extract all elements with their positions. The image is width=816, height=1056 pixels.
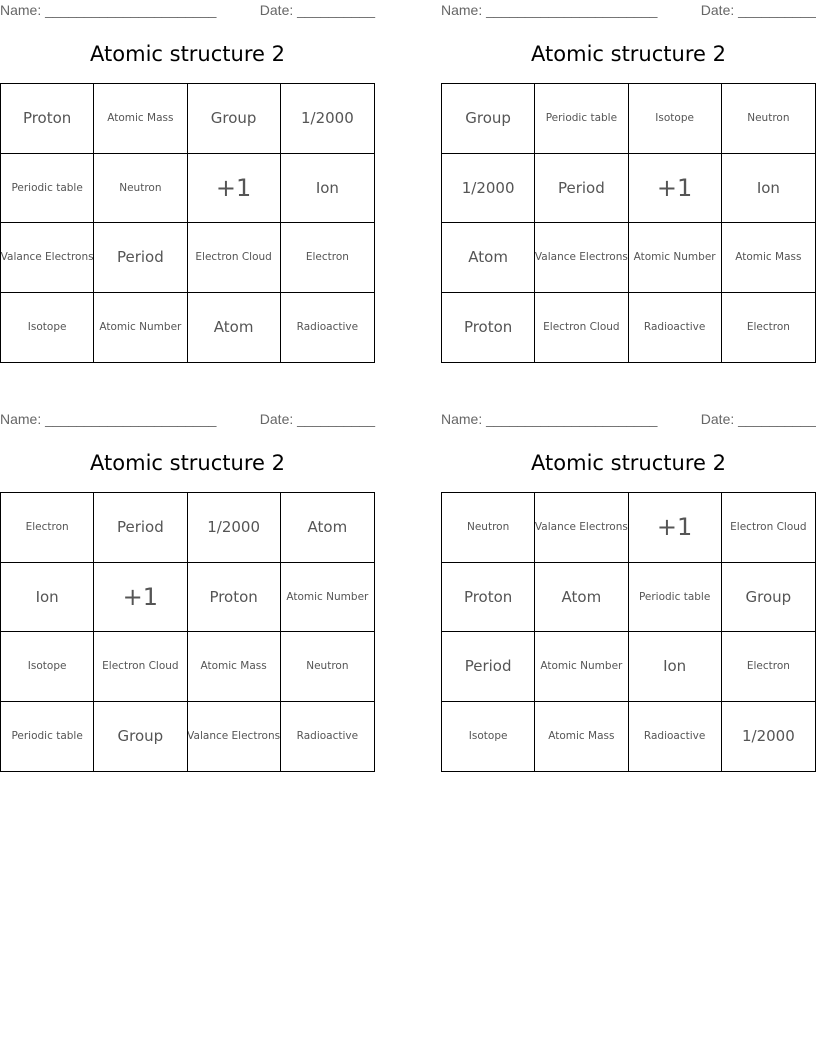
- bingo-cell: Proton: [442, 563, 535, 633]
- bingo-cell: Atomic Mass: [722, 223, 815, 293]
- bingo-cell: +1: [629, 493, 722, 563]
- bingo-cell: 1/2000: [442, 154, 535, 224]
- bingo-cell: Electron Cloud: [94, 632, 187, 702]
- bingo-cell: Electron: [281, 223, 374, 293]
- bingo-cell: Period: [535, 154, 628, 224]
- bingo-cell: Periodic table: [1, 702, 94, 772]
- bingo-cell: Valance Electrons: [188, 702, 281, 772]
- bingo-cell: Electron: [1, 493, 94, 563]
- bingo-cell: 1/2000: [281, 84, 374, 154]
- bingo-cell: Atomic Mass: [535, 702, 628, 772]
- bingo-cell: Radioactive: [296, 730, 359, 743]
- bingo-cell: Valance Electrons: [1, 223, 94, 293]
- name-field: Name: ______________________: [441, 411, 658, 427]
- bingo-cell: Neutron: [442, 493, 535, 563]
- bingo-cell: Atomic Number: [94, 293, 187, 363]
- bingo-cell: Atomic Number: [535, 632, 628, 702]
- bingo-grid: [0, 83, 375, 363]
- bingo-cell: Radioactive: [629, 293, 722, 363]
- bingo-cell: Atom: [442, 223, 535, 293]
- bingo-cell: Atom: [535, 563, 628, 633]
- bingo-cell: Electron Cloud: [535, 293, 628, 363]
- bingo-cell: Ion: [1, 563, 94, 633]
- bingo-cell: Atomic Mass: [188, 632, 281, 702]
- bingo-cell: Ion: [281, 154, 374, 224]
- bingo-cell: +1: [188, 154, 281, 224]
- card-title: Atomic structure 2: [531, 42, 726, 66]
- card-header: [441, 0, 816, 22]
- bingo-cell: Group: [442, 84, 535, 154]
- card-title: Atomic structure 2: [90, 451, 285, 475]
- bingo-cell: Atomic Number: [629, 223, 722, 293]
- bingo-cell: Neutron: [94, 154, 187, 224]
- name-field: Name: ______________________: [0, 411, 217, 427]
- bingo-cell: Atom: [188, 293, 281, 363]
- bingo-cell: Electron: [722, 632, 815, 702]
- bingo-cell: Isotope: [1, 293, 94, 363]
- card-header: [0, 0, 375, 22]
- bingo-cell: Isotope: [629, 84, 722, 154]
- bingo-cell: Valance Electrons: [535, 493, 628, 563]
- bingo-cell: Periodic table: [1, 154, 94, 224]
- bingo-cell: Group: [94, 702, 187, 772]
- date-field: Date: __________: [700, 2, 816, 18]
- bingo-cell: Ion: [722, 154, 815, 224]
- date-field: Date: __________: [259, 411, 375, 427]
- bingo-cell: Atomic Mass: [94, 84, 187, 154]
- bingo-card: [0, 409, 375, 781]
- card-header: [441, 409, 816, 431]
- bingo-cell: Proton: [1, 84, 94, 154]
- bingo-cell: Proton: [442, 293, 535, 363]
- bingo-cell: Electron Cloud: [188, 223, 281, 293]
- date-field: Date: __________: [700, 411, 816, 427]
- bingo-cell: Period: [94, 493, 187, 563]
- name-field: Name: ______________________: [0, 2, 217, 18]
- bingo-cell: Electron: [746, 321, 790, 334]
- card-header: [0, 409, 375, 431]
- bingo-cell: 1/2000: [741, 727, 795, 746]
- bingo-cell: Proton: [188, 563, 281, 633]
- bingo-cell: Atomic Number: [281, 563, 374, 633]
- bingo-card: [0, 0, 375, 372]
- bingo-grid: [441, 83, 816, 363]
- bingo-cell: Isotope: [442, 702, 535, 772]
- bingo-cell: Radioactive: [296, 321, 359, 334]
- bingo-cell: Radioactive: [629, 702, 722, 772]
- bingo-cell: +1: [629, 154, 722, 224]
- bingo-cell: Neutron: [722, 84, 815, 154]
- bingo-cell: Ion: [629, 632, 722, 702]
- bingo-grid: [0, 492, 375, 772]
- bingo-cell: Isotope: [1, 632, 94, 702]
- bingo-cell: Electron Cloud: [722, 493, 815, 563]
- bingo-cell: Atom: [281, 493, 374, 563]
- bingo-cell: +1: [94, 563, 187, 633]
- bingo-cell: Group: [722, 563, 815, 633]
- card-title: Atomic structure 2: [531, 451, 726, 475]
- bingo-grid: [441, 492, 816, 772]
- bingo-cell: 1/2000: [188, 493, 281, 563]
- bingo-cell: Group: [188, 84, 281, 154]
- bingo-card: [441, 409, 816, 781]
- bingo-cell: Period: [442, 632, 535, 702]
- card-title: Atomic structure 2: [90, 42, 285, 66]
- bingo-cell: Periodic table: [629, 563, 722, 633]
- bingo-cell: Periodic table: [535, 84, 628, 154]
- bingo-cell: Neutron: [281, 632, 374, 702]
- bingo-card: [441, 0, 816, 372]
- bingo-cell: Valance Electrons: [535, 223, 628, 293]
- bingo-cell: Period: [94, 223, 187, 293]
- date-field: Date: __________: [259, 2, 375, 18]
- name-field: Name: ______________________: [441, 2, 658, 18]
